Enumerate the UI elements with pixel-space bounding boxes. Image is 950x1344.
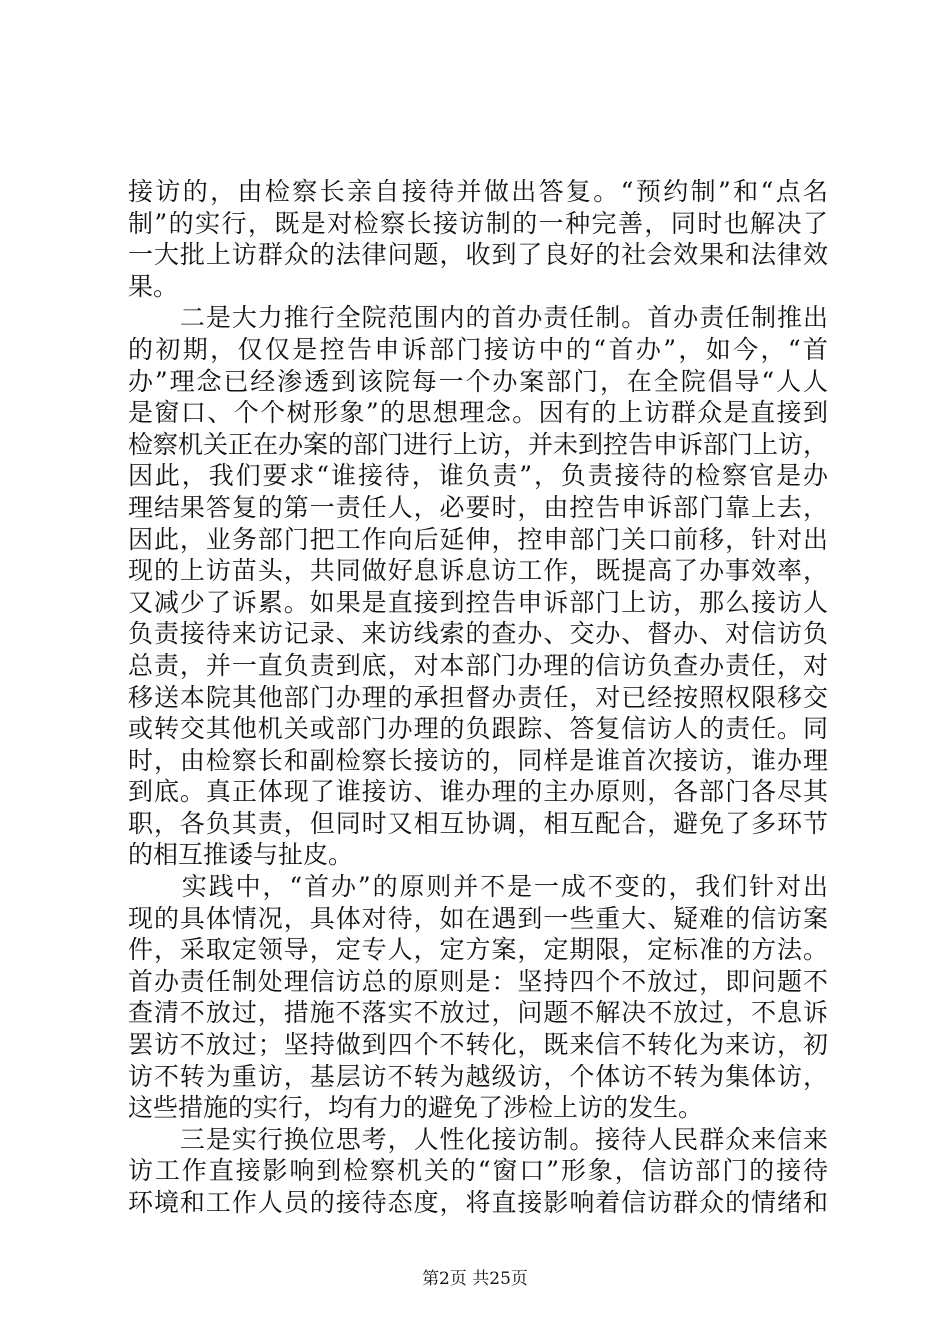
text-line: 检察机关正在办案的部门进行上访，并未到控告申诉部门上访， xyxy=(128,429,829,459)
text-line: 二是大力推行全院范围内的首办责任制。首办责任制推出 xyxy=(128,303,828,333)
text-line: 件，采取定领导，定专人，定方案，定期限，定标准的方法。 xyxy=(128,935,828,965)
text-line: 接访的，由检察长亲自接待并做出答复。“预约制”和“点名 xyxy=(128,177,828,206)
text-line: 职，各负其责，但同时又相互协调，相互配合，避免了多环节 xyxy=(128,808,828,838)
text-line: 或转交其他机关或部门办理的负跟踪、答复信访人的责任。同 xyxy=(128,714,828,744)
text-line: 查清不放过，措施不落实不放过，问题不解决不放过，不息诉 xyxy=(128,998,828,1028)
page-footer: 第2页 共25页 xyxy=(422,1269,528,1289)
text-line: 实践中，“首办”的原则并不是一成不变的，我们针对出 xyxy=(128,872,828,902)
text-line: 总责，并一直负责到底，对本部门办理的信访负查办责任，对 xyxy=(128,650,828,680)
text-line: 果。 xyxy=(128,271,179,301)
document-body xyxy=(128,176,828,1219)
text-line: 三是实行换位思考，人性化接访制。接待人民群众来信来 xyxy=(128,1124,828,1154)
text-line: 现的上访苗头，共同做好息诉息访工作，既提高了办事效率， xyxy=(128,556,828,586)
text-line: 办”理念已经渗透到该院每一个办案部门，在全院倡导“人人 xyxy=(128,366,828,396)
text-line: 移送本院其他部门办理的承担督办责任，对已经按照权限移交 xyxy=(128,682,828,712)
text-line: 到底。真正体现了谁接访、谁办理的主办原则，各部门各尽其 xyxy=(128,777,828,807)
text-line: 因此，我们要求“谁接待，谁负责”，负责接待的检察官是办 xyxy=(128,461,828,491)
text-line: 访工作直接影响到检察机关的“窗口”形象，信访部门的接待 xyxy=(128,1156,828,1186)
text-line: 访不转为重访，基层访不转为越级访，个体访不转为集体访， xyxy=(128,1061,828,1091)
text-line: 的初期，仅仅是控告申诉部门接访中的“首办”，如今，“首 xyxy=(128,334,828,364)
text-line: 时，由检察长和副检察长接访的，同样是谁首次接访，谁办理 xyxy=(128,745,828,775)
text-line: 是窗口、个个树形象”的思想理念。因有的上访群众是直接到 xyxy=(128,398,828,428)
text-line: 现的具体情况，具体对待，如在遇到一些重大、疑难的信访案 xyxy=(128,903,828,933)
text-line: 负责接待来访记录、来访线索的查办、交办、督办、对信访负 xyxy=(128,619,828,649)
text-line: 首办责任制处理信访总的原则是：坚持四个不放过，即问题不 xyxy=(128,966,828,996)
text-line: 的相互推诿与扯皮。 xyxy=(128,840,354,870)
text-line: 因此，业务部门把工作向后延伸，控申部门关口前移，针对出 xyxy=(128,524,828,554)
text-line: 理结果答复的第一责任人，必要时，由控告申诉部门靠上去， xyxy=(128,492,828,522)
text-line: 又减少了诉累。如果是直接到控告申诉部门上访，那么接访人 xyxy=(128,587,828,617)
text-line: 环境和工作人员的接待态度，将直接影响着信访群众的情绪和 xyxy=(128,1188,828,1217)
text-line: 这些措施的实行，均有力的避免了涉检上访的发生。 xyxy=(128,1093,704,1123)
text-line: 一大批上访群众的法律问题，收到了良好的社会效果和法律效 xyxy=(128,240,828,270)
text-line: 制”的实行，既是对检察长接访制的一种完善，同时也解决了 xyxy=(128,208,828,238)
text-line: 罢访不放过；坚持做到四个不转化，既来信不转化为来访，初 xyxy=(128,1030,828,1060)
